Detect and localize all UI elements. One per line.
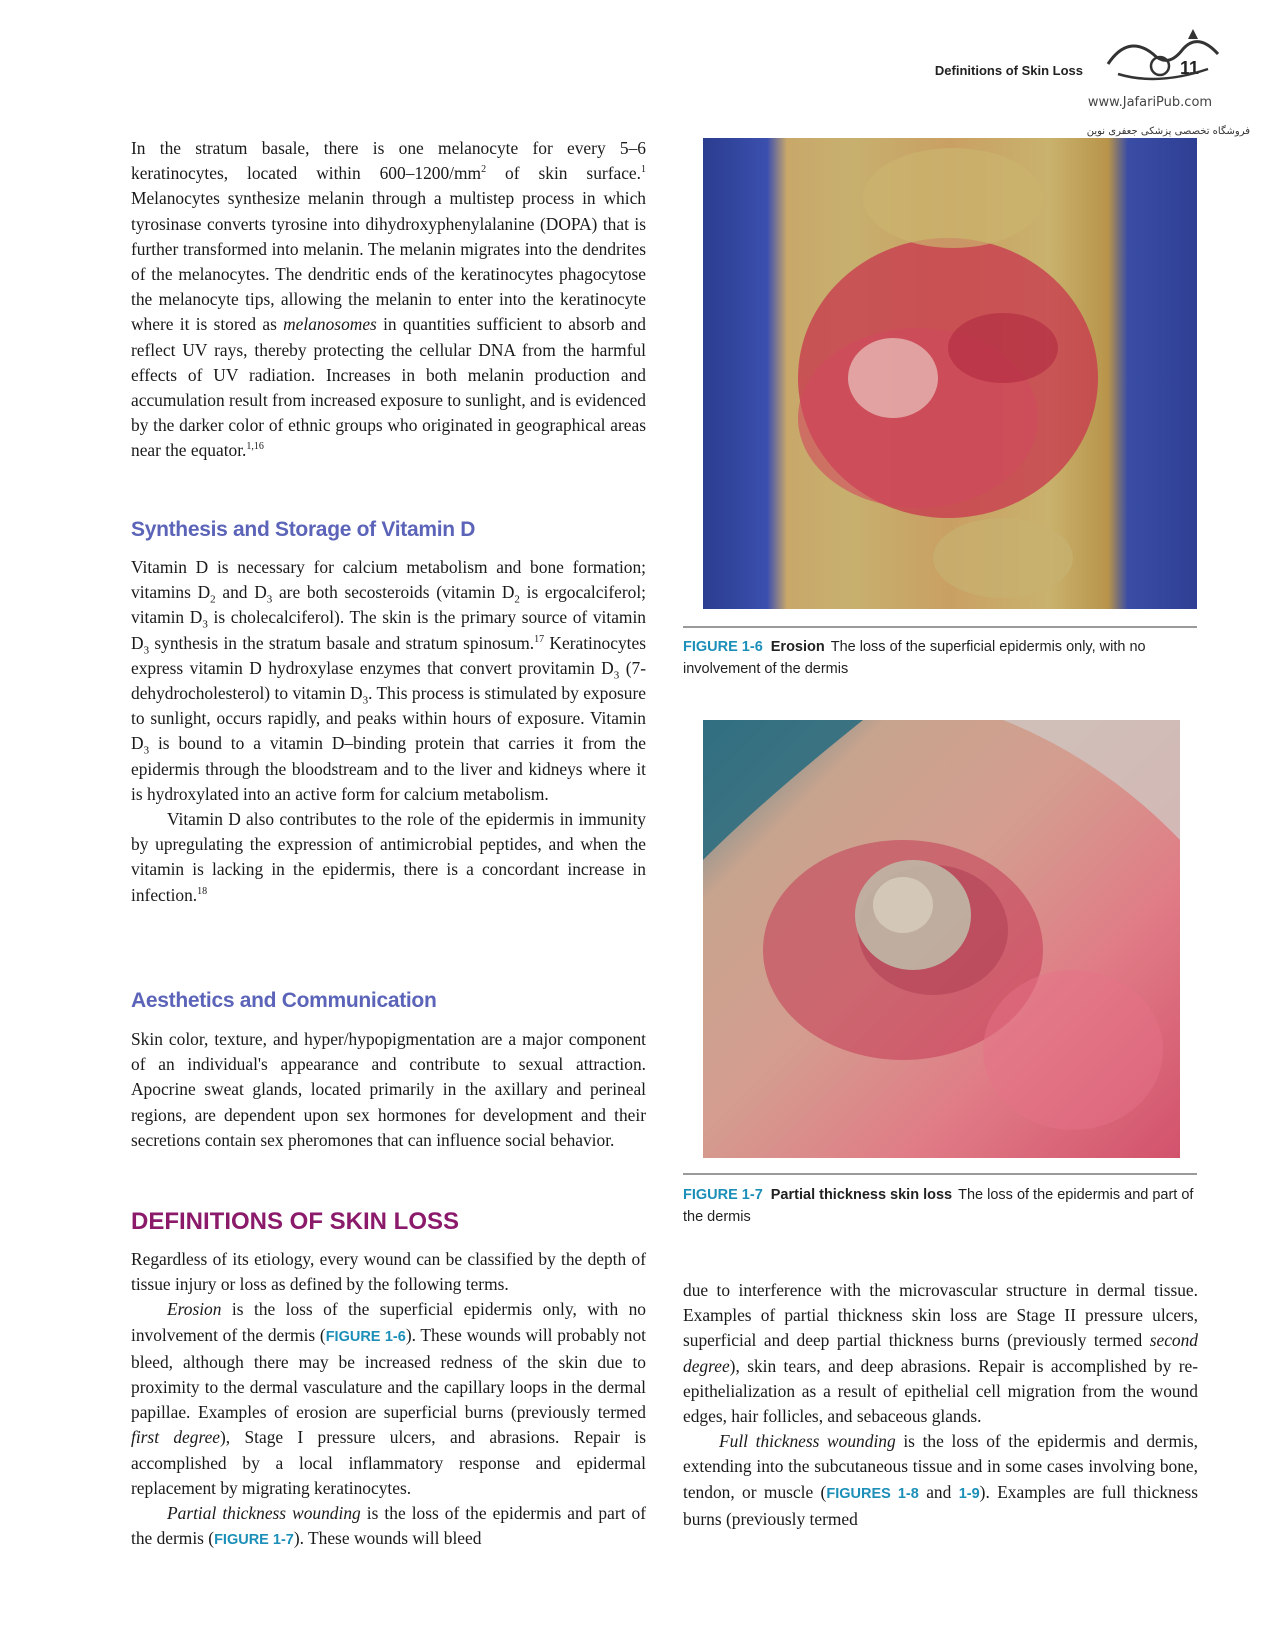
- paragraph-vitamin-d: Vitamin D is necessary for calcium metabolism and bone formation; vitamins $D_2$ and $D_3$ are both secosteroids (vitamin $D_2$ is ergocalciferol; vitamin $D_3$ is cholecalciferol). The skin is the primary source of vitamin $D_3$ synthesis in the stratum basale and stratum spinosum.$^{17}$ Keratinocytes express vitamin D hydroxylase enzymes that convert provitamin $D_3$ (7-dehydrocholesterol) to vitamin $D_3$. This process is stimulated by exposure to sunlight, occurs rapidly, and peaks within hours of exposure. Vitamin $D_3$ is bound to a vitamin D–binding protein that carries it from the epidermis through the bloodstream and to the liver and kidneys where it is hydroxylated into an active form for calcium metabolism. Vitamin D also contributes to the role of the epidermis in immunity by upregulating the expression of antimicrobial peptides, and when the vitamin is lacking in the epidermis, there is a concordant increase in infection.$^{18}$: [131, 557, 646, 905]
- watermark-site: www.JafariPub.com: [1087, 95, 1213, 110]
- paragraph-definitions: Regardless of its etiology, every wound can be classified by the depth of tissue injury or loss as defined by the following terms. Erosion is the loss of the superficial epidermis only, with no involvement of the dermis (FIGURE 1-6). These wounds will probably not bleed, although there may be increased redness of the skin due to proximity to the dermal vasculature and the capillary loops in the dermal papillae. Examples of erosion are superficial burns (previously termed first degree), Stage I pressure ulcers, and abrasions. Repair is accomplished by a local inflammatory response and epidermal replacement by migrating keratinocytes. Partial thickness wounding is the loss of the epidermis and part of the dermis (FIGURE 1-7). These wounds will bleed: [131, 1249, 646, 1549]
- figures-1-8-link[interactable]: FIGURES 1-8: [826, 1485, 919, 1502]
- figure-text: The loss of the epidermis and part of the dermis: [683, 1187, 1194, 1225]
- paragraph-partial-full-thickness: due to interference with the microvascular structure in dermal tissue. Examples of partial thickness skin loss are Stage II pressure ulcers, superficial and deep partial thickness burns (previously termed second degree), skin tears, and deep abrasions. Repair is accomplished by re-epithelialization as a result of epithelial cell migration from the wound edges, hair follicles, and sebaceous glands. Full thickness wounding is the loss of the epidermis and dermis, extending into the subcutaneous tissue and in some cases involving bone, tendon, or muscle (FIGURES 1-8 and 1-9). Examples are full thickness burns (previously termed: [683, 1280, 1198, 1529]
- figure-1-7-rule: [683, 1173, 1197, 1175]
- figure-title: Partial thickness skin loss: [770, 1187, 953, 1203]
- figure-1-7-link[interactable]: FIGURE 1-7: [214, 1532, 294, 1549]
- figure-1-6-link[interactable]: FIGURE 1-6: [325, 1328, 406, 1345]
- figure-1-7-caption: [683, 1184, 1203, 1228]
- figure-1-7-photo: [703, 720, 1180, 1158]
- figure-title: Erosion: [770, 639, 825, 655]
- paragraph-aesthetics: Skin color, texture, and hyper/hypopigmentation are a major component of an individual's appearance and contribute to sexual attraction. Apocrine sweat glands, located primarily in the axillary and perineal regions, are dependent upon sex hormones for development and their secretions contain sex pheromones that can influence social behavior.: [131, 1029, 646, 1150]
- publisher-logo-icon: [1098, 24, 1228, 88]
- heading-aesthetics: Aesthetics and Communication: [131, 989, 437, 1012]
- figure-1-6-caption: [683, 636, 1203, 680]
- page-number: 11: [1180, 58, 1200, 78]
- figure-text: The loss of the superficial epidermis only, with no involvement of the dermis: [683, 639, 1146, 677]
- figure-1-9-link[interactable]: 1-9: [958, 1485, 980, 1502]
- figure-1-6-rule: [683, 626, 1197, 628]
- figure-number: FIGURE 1-6: [683, 639, 763, 655]
- heading-definitions: DEFINITIONS OF SKIN LOSS: [131, 1208, 460, 1235]
- figure-number: FIGURE 1-7: [683, 1187, 763, 1203]
- paragraph-melanocytes: In the stratum basale, there is one melanocyte for every 5–6 keratinocytes, located within $600-1200/mm^2$ of skin surface.$^1$ Melanocytes synthesize melanin through a multistep process in which tyrosinase converts tyrosine into dihydroxyphenylalanine (DOPA) that is further transformed into melanin. The melanin migrates into the dendrites of the melanocytes. The dendritic ends of the keratinocytes phagocytose the melanocyte tips, allowing the melanin to enter into the keratinocyte where it is stored as melanosomes in quantities sufficient to absorb and reflect UV rays, thereby protecting the cellular DNA from the harmful effects of UV radiation. Increases in both melanin production and accumulation result from increased exposure to sunlight, and is evidenced by the darker color of ethnic groups who originated in geographical areas near the equator.$^{1,16}$: [131, 138, 646, 461]
- figure-1-6-photo: [703, 138, 1197, 609]
- heading-vitamin-d: Synthesis and Storage of Vitamin D: [131, 518, 476, 541]
- watermark-shop: فروشگاه تخصصی پزشکی جعفری نوین: [1086, 126, 1250, 137]
- running-title: Definitions of Skin Loss: [934, 63, 1083, 78]
